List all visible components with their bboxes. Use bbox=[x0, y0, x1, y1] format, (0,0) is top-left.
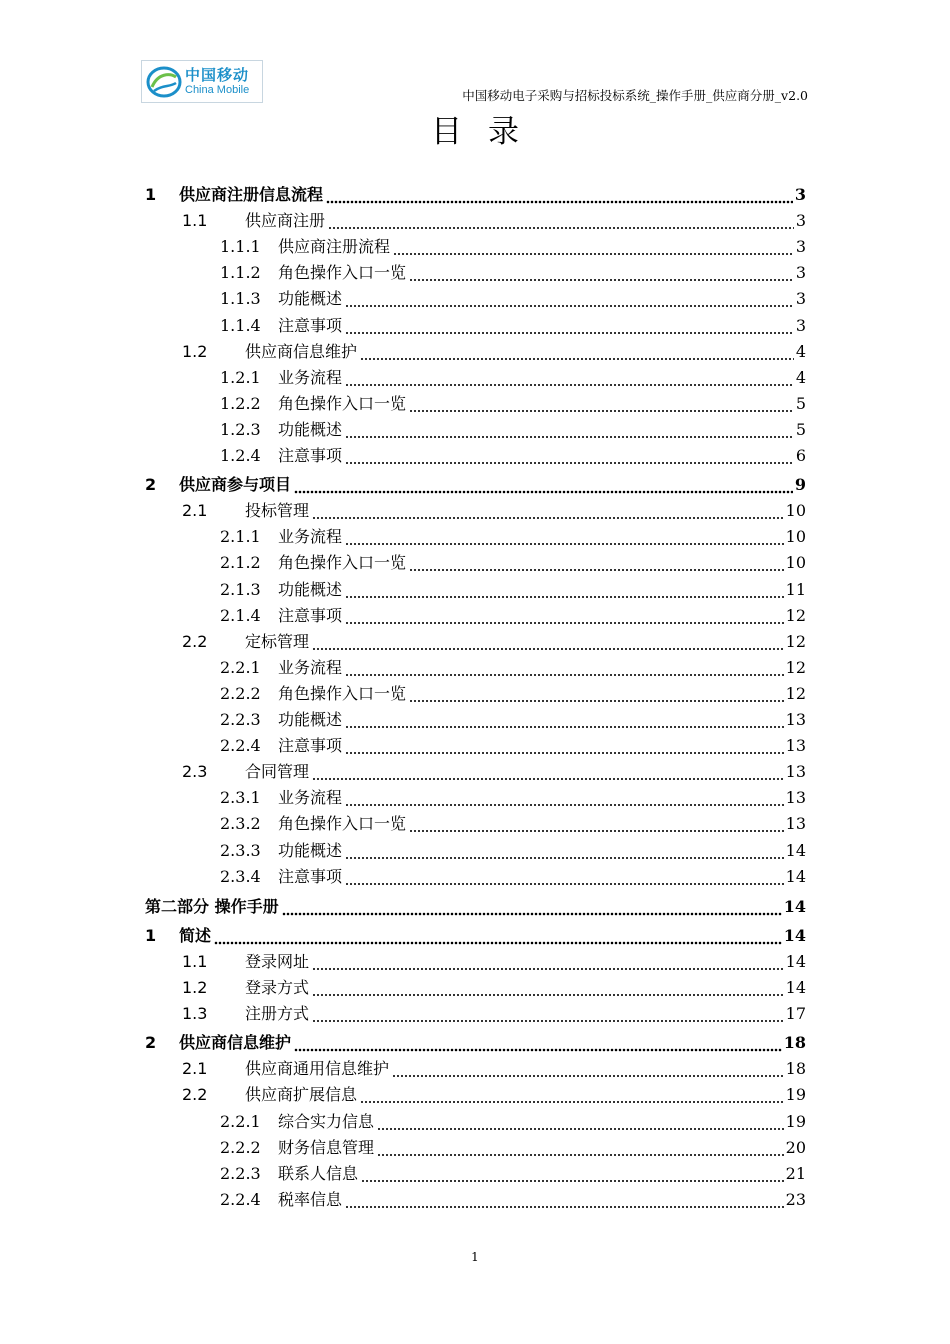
toc-entry-page: 3 bbox=[795, 263, 806, 283]
toc-entry-title: 业务流程 bbox=[278, 655, 343, 681]
toc-entry-number: 2.3 bbox=[182, 762, 208, 782]
toc-entry-page: 18 bbox=[785, 1059, 806, 1079]
toc-entry-title: 功能概述 bbox=[278, 286, 343, 312]
toc-entry-number: 2.3.1 bbox=[220, 788, 261, 808]
toc-entry-page: 3 bbox=[795, 289, 806, 309]
toc-entry[interactable] bbox=[0, 391, 950, 417]
toc-entry-title: 角色操作入口一览 bbox=[278, 811, 407, 837]
toc-entry-title: 注意事项 bbox=[278, 603, 343, 629]
toc-entry-page: 20 bbox=[785, 1137, 806, 1157]
toc-entry-page: 14 bbox=[783, 925, 806, 945]
toc-entry-leader bbox=[345, 1187, 784, 1213]
toc-entry-number: 2 bbox=[145, 1033, 157, 1053]
toc-entry[interactable] bbox=[0, 838, 950, 864]
toc-entry-number: 2.1.3 bbox=[220, 579, 261, 599]
toc-entry-number: 1.2.4 bbox=[220, 446, 261, 465]
toc-entry[interactable] bbox=[0, 1187, 950, 1213]
toc-entry-page: 3 bbox=[794, 185, 806, 204]
toc-entry-number: 1.2.2 bbox=[220, 393, 261, 413]
toc-entry-page: 3 bbox=[795, 315, 806, 335]
document-header-title: 中国移动电子采购与招标投标系统_操作手册_供应商分册_v2.0 bbox=[462, 88, 808, 103]
toc-title: 目录 bbox=[431, 114, 545, 150]
toc-entry-title: 登录网址 bbox=[245, 949, 310, 975]
toc-entry-page: 3 bbox=[795, 237, 806, 257]
toc-entry-leader bbox=[345, 655, 784, 681]
toc-entry-number: 2.2.4 bbox=[220, 736, 261, 756]
toc-entry-page: 12 bbox=[785, 683, 806, 703]
page-number: 1 bbox=[471, 1250, 479, 1264]
toc-entry-number: 1 bbox=[145, 185, 157, 204]
toc-entry-number: 2.2.2 bbox=[220, 1137, 261, 1157]
toc-entry-leader bbox=[345, 838, 784, 864]
toc-entry-title: 投标管理 bbox=[245, 498, 310, 524]
toc-entry-leader bbox=[294, 1030, 782, 1056]
toc-entry[interactable] bbox=[0, 603, 950, 629]
toc-entry-page: 19 bbox=[785, 1085, 806, 1105]
toc-entry-number: 2.2.1 bbox=[220, 1111, 261, 1131]
toc-entry-page: 4 bbox=[795, 367, 806, 387]
logo-chinese-text: 中国移动 bbox=[185, 65, 250, 84]
toc-entry[interactable] bbox=[0, 681, 950, 707]
toc-entry-page: 6 bbox=[795, 446, 806, 465]
toc-entry-leader bbox=[312, 975, 784, 1001]
toc-entry-leader bbox=[345, 733, 784, 759]
toc-entry[interactable] bbox=[0, 733, 950, 759]
toc-entry-number: 2.1 bbox=[182, 1059, 208, 1079]
toc-entry-number: 2.1.1 bbox=[220, 527, 261, 547]
toc-entry-title: 第二部分 操作手册 bbox=[145, 894, 280, 920]
toc-entry-title: 简述 bbox=[179, 923, 212, 949]
toc-entry-leader bbox=[393, 234, 794, 260]
toc-entry-number: 1.2.3 bbox=[220, 419, 261, 439]
toc-entry-leader bbox=[392, 1056, 784, 1082]
toc-entry-leader bbox=[345, 524, 784, 550]
toc-entry-leader bbox=[326, 182, 793, 208]
toc-entry-leader bbox=[345, 365, 794, 391]
toc-entry-number: 2.2.3 bbox=[220, 1163, 261, 1183]
toc-entry-title: 供应商注册流程 bbox=[278, 234, 391, 260]
toc-entry-leader bbox=[312, 949, 784, 975]
toc-entry-page: 14 bbox=[785, 866, 806, 886]
toc-entry-page: 14 bbox=[783, 896, 806, 916]
toc-entry[interactable] bbox=[0, 864, 950, 890]
toc-entry-title: 注意事项 bbox=[278, 733, 343, 759]
toc-entry-leader bbox=[409, 681, 784, 707]
china-mobile-logo bbox=[141, 60, 263, 103]
toc-entry[interactable] bbox=[0, 949, 950, 975]
toc-entry-title: 税率信息 bbox=[278, 1187, 343, 1213]
toc-entry-title: 业务流程 bbox=[278, 365, 343, 391]
toc-entry-number: 1.1 bbox=[182, 951, 208, 971]
toc-entry-page: 13 bbox=[785, 762, 806, 782]
toc-entry-leader bbox=[409, 550, 784, 576]
toc-entry-number: 2.2 bbox=[182, 1085, 208, 1105]
toc-entry-page: 12 bbox=[785, 605, 806, 625]
toc-entry-number: 1.2.1 bbox=[220, 367, 261, 387]
toc-entry-page: 10 bbox=[785, 553, 806, 573]
toc-entry[interactable] bbox=[0, 339, 950, 365]
toc-entry[interactable] bbox=[0, 655, 950, 681]
toc-entry[interactable] bbox=[0, 313, 950, 339]
toc-entry-number: 2 bbox=[145, 475, 157, 495]
toc-entry[interactable] bbox=[0, 894, 950, 920]
toc-entry[interactable] bbox=[0, 182, 950, 208]
toc-entry-title: 供应商信息维护 bbox=[245, 339, 358, 365]
toc-entry-title: 功能概述 bbox=[278, 577, 343, 603]
toc-entry[interactable] bbox=[0, 234, 950, 260]
toc-entry[interactable] bbox=[0, 550, 950, 576]
logo-english-text: China Mobile bbox=[185, 83, 250, 96]
toc-entry-page: 14 bbox=[785, 951, 806, 971]
toc-entry-page: 12 bbox=[785, 631, 806, 651]
toc-entry-leader bbox=[328, 208, 794, 234]
toc-entry[interactable] bbox=[0, 707, 950, 733]
toc-entry-page: 18 bbox=[783, 1033, 806, 1053]
toc-entry-number: 2.3.2 bbox=[220, 814, 261, 834]
toc-entry-leader bbox=[345, 443, 794, 469]
toc-entry-leader bbox=[345, 707, 784, 733]
toc-entry-leader bbox=[345, 286, 794, 312]
toc-entry-number: 1 bbox=[145, 925, 157, 945]
toc-entry-number: 1.1 bbox=[182, 211, 208, 231]
toc-entry-number: 2.1 bbox=[182, 501, 208, 521]
toc-entry-title: 角色操作入口一览 bbox=[278, 681, 407, 707]
toc-entry-leader bbox=[360, 339, 794, 365]
toc-entry-number: 2.1.2 bbox=[220, 553, 261, 573]
toc-entry-leader bbox=[409, 260, 794, 286]
toc-entry[interactable] bbox=[0, 260, 950, 286]
toc-entry-page: 9 bbox=[794, 475, 806, 495]
toc-entry[interactable] bbox=[0, 1109, 950, 1135]
toc-entry-number: 1.1.4 bbox=[220, 315, 261, 335]
toc-entry-leader bbox=[409, 811, 784, 837]
toc-entry-number: 1.3 bbox=[182, 1004, 208, 1024]
toc-entry-leader bbox=[214, 923, 782, 949]
toc-entry[interactable] bbox=[0, 923, 950, 949]
toc-entry-number: 2.2.1 bbox=[220, 657, 261, 677]
toc-entry-page: 14 bbox=[785, 840, 806, 860]
toc-entry[interactable] bbox=[0, 1082, 950, 1108]
toc-entry-number: 2.3.3 bbox=[220, 840, 261, 860]
toc-entry-number: 2.3.4 bbox=[220, 866, 261, 886]
toc-entry-title: 功能概述 bbox=[278, 838, 343, 864]
toc-entry-number: 1.1.2 bbox=[220, 263, 261, 283]
toc-entry-title: 角色操作入口一览 bbox=[278, 260, 407, 286]
toc-entry-title: 财务信息管理 bbox=[278, 1135, 375, 1161]
china-mobile-logo-icon bbox=[146, 65, 182, 99]
toc-entry-leader bbox=[361, 1161, 784, 1187]
toc-entry-leader bbox=[360, 1082, 784, 1108]
toc-entry-title: 供应商扩展信息 bbox=[245, 1082, 358, 1108]
toc-entry-number: 1.1.1 bbox=[220, 237, 261, 257]
toc-entry-number: 1.2 bbox=[182, 341, 208, 361]
toc-entry-page: 17 bbox=[785, 1004, 806, 1024]
toc-entry[interactable] bbox=[0, 365, 950, 391]
toc-entry-page: 5 bbox=[795, 419, 806, 439]
toc-entry[interactable] bbox=[0, 975, 950, 1001]
toc-entry-number: 1.2 bbox=[182, 978, 208, 997]
toc-entry-page: 14 bbox=[785, 978, 806, 997]
toc-entry-leader bbox=[312, 759, 784, 785]
toc-entry-page: 13 bbox=[785, 736, 806, 756]
toc-entry-page: 23 bbox=[785, 1189, 806, 1209]
toc-entry-page: 13 bbox=[785, 814, 806, 834]
toc-entry-title: 业务流程 bbox=[278, 785, 343, 811]
toc-entry-title: 供应商参与项目 bbox=[179, 472, 292, 498]
toc-entry[interactable] bbox=[0, 1056, 950, 1082]
toc-entry-page: 10 bbox=[785, 501, 806, 521]
toc-entry-leader bbox=[345, 785, 784, 811]
toc-entry-title: 角色操作入口一览 bbox=[278, 550, 407, 576]
toc-entry-number: 2.2 bbox=[182, 631, 208, 651]
toc-entry-title: 定标管理 bbox=[245, 629, 310, 655]
toc-entry[interactable] bbox=[0, 498, 950, 524]
toc-entry-title: 角色操作入口一览 bbox=[278, 391, 407, 417]
toc-entry-leader bbox=[345, 417, 794, 443]
toc-entry-page: 10 bbox=[785, 527, 806, 547]
toc-entry-leader bbox=[282, 894, 782, 920]
toc-entry-title: 功能概述 bbox=[278, 417, 343, 443]
toc-entry[interactable] bbox=[0, 472, 950, 498]
toc-entry-page: 3 bbox=[795, 211, 806, 231]
toc-entry[interactable] bbox=[0, 759, 950, 785]
toc-entry-page: 12 bbox=[785, 657, 806, 677]
toc-entry-title: 供应商信息维护 bbox=[179, 1030, 292, 1056]
toc-entry-leader bbox=[409, 391, 794, 417]
toc-entry[interactable] bbox=[0, 1030, 950, 1056]
toc-entry-leader bbox=[294, 472, 793, 498]
toc-entry-number: 2.2.2 bbox=[220, 683, 261, 703]
toc-entry[interactable] bbox=[0, 417, 950, 443]
toc-entry[interactable] bbox=[0, 577, 950, 603]
toc-entry-title: 合同管理 bbox=[245, 759, 310, 785]
toc-entry-page: 4 bbox=[795, 341, 806, 361]
toc-entry-title: 供应商注册信息流程 bbox=[179, 182, 324, 208]
toc-entry[interactable] bbox=[0, 811, 950, 837]
toc-entry-title: 综合实力信息 bbox=[278, 1109, 375, 1135]
toc-entry-leader bbox=[312, 498, 784, 524]
toc-entry-page: 21 bbox=[785, 1163, 806, 1183]
toc-entry-page: 13 bbox=[785, 788, 806, 808]
toc-entry-title: 注意事项 bbox=[278, 864, 343, 890]
toc-entry[interactable] bbox=[0, 443, 950, 469]
toc-entry-title: 供应商注册 bbox=[245, 208, 326, 234]
toc-entry-leader bbox=[312, 1001, 784, 1027]
toc-entry-title: 注册方式 bbox=[245, 1001, 310, 1027]
toc-entry-number: 2.2.3 bbox=[220, 710, 261, 729]
toc-entry-leader bbox=[345, 864, 784, 890]
toc-entry-title: 注意事项 bbox=[278, 313, 343, 339]
toc-entry-page: 19 bbox=[785, 1111, 806, 1131]
toc-entry-title: 联系人信息 bbox=[278, 1161, 359, 1187]
toc-entry-leader bbox=[377, 1109, 784, 1135]
toc-entry-leader bbox=[345, 577, 784, 603]
toc-entry[interactable] bbox=[0, 1135, 950, 1161]
toc-entry-page: 11 bbox=[785, 579, 806, 599]
toc-entry[interactable] bbox=[0, 629, 950, 655]
toc-entry[interactable] bbox=[0, 1161, 950, 1187]
toc-entry-title: 功能概述 bbox=[278, 707, 343, 733]
toc-entry-number: 2.1.4 bbox=[220, 605, 261, 625]
toc-entry-leader bbox=[345, 313, 794, 339]
toc-entry[interactable] bbox=[0, 524, 950, 550]
toc-entry-title: 业务流程 bbox=[278, 524, 343, 550]
toc-entry-title: 注意事项 bbox=[278, 443, 343, 469]
toc-entry[interactable] bbox=[0, 208, 950, 234]
toc-entry-leader bbox=[345, 603, 784, 629]
toc-entry[interactable] bbox=[0, 785, 950, 811]
toc-entry-page: 5 bbox=[795, 393, 806, 413]
toc-entry-title: 供应商通用信息维护 bbox=[245, 1056, 390, 1082]
toc-entry-page: 13 bbox=[785, 710, 806, 729]
toc-entry[interactable] bbox=[0, 286, 950, 312]
toc-entry-number: 2.2.4 bbox=[220, 1189, 261, 1209]
toc-entry-leader bbox=[377, 1135, 784, 1161]
toc-entry-leader bbox=[312, 629, 784, 655]
toc-entry-number: 1.1.3 bbox=[220, 289, 261, 309]
toc-entry[interactable] bbox=[0, 1001, 950, 1027]
toc-entry-title: 登录方式 bbox=[245, 975, 310, 1001]
